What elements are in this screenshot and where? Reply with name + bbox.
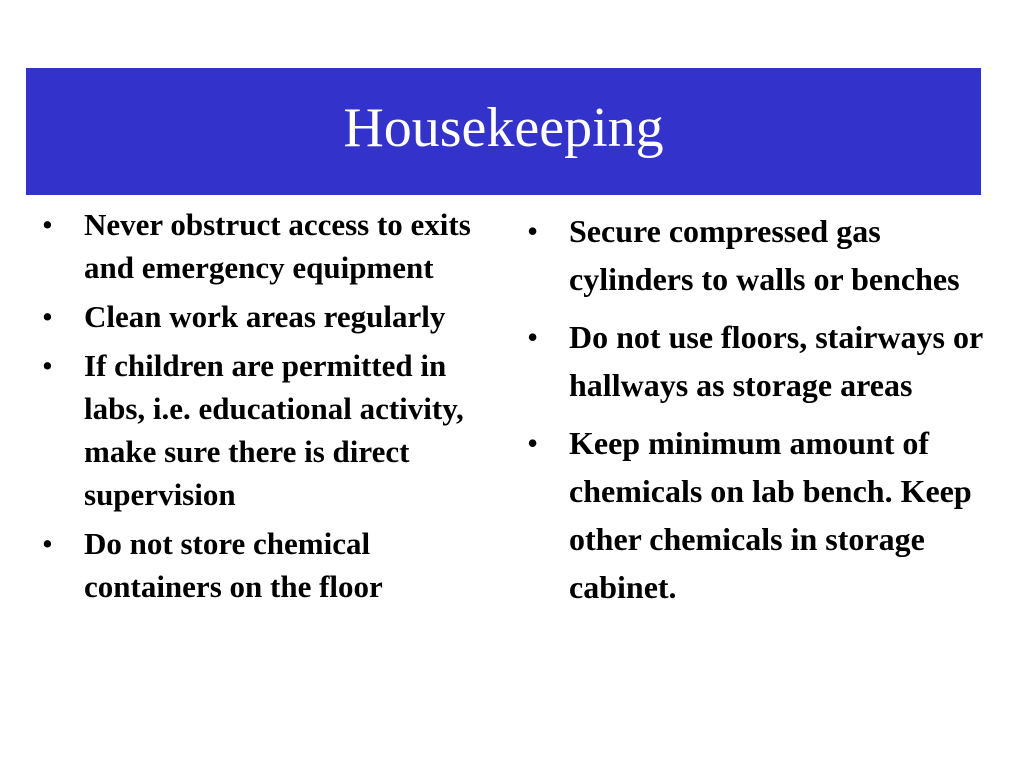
bullet-icon: • (527, 319, 539, 355)
list-item-text: Do not use floors, stairways or hallways as storage areas (569, 319, 983, 403)
list-item-text: Clean work areas regularly (84, 299, 446, 334)
bullet-icon: • (42, 348, 53, 383)
title-bar (26, 68, 981, 195)
list-item (527, 313, 987, 409)
right-bullet-list (527, 207, 987, 621)
bullet-icon: • (42, 526, 53, 561)
list-item (42, 344, 510, 516)
list-item (42, 295, 510, 338)
list-item (42, 203, 510, 289)
list-item (527, 207, 987, 303)
list-item-text: Keep minimum amount of chemicals on lab bench. Keep other chemicals in storage cabinet. (569, 425, 972, 605)
bullet-icon: • (42, 207, 53, 242)
list-item-text: If children are permitted in labs, i.e. educational activity, make sure there is direct supervision (84, 348, 464, 512)
list-item-text: Secure compressed gas cylinders to walls or benches (569, 213, 960, 297)
list-item-text: Never obstruct access to exits and emergency equipment (84, 207, 471, 285)
bullet-icon: • (527, 425, 539, 461)
list-item-text: Do not store chemical containers on the floor (84, 526, 383, 604)
list-item (527, 419, 987, 611)
list-item (42, 522, 510, 608)
left-bullet-list (42, 203, 510, 614)
bullet-icon: • (527, 213, 539, 249)
bullet-icon: • (42, 299, 53, 334)
slide-title: Housekeeping (343, 96, 664, 159)
